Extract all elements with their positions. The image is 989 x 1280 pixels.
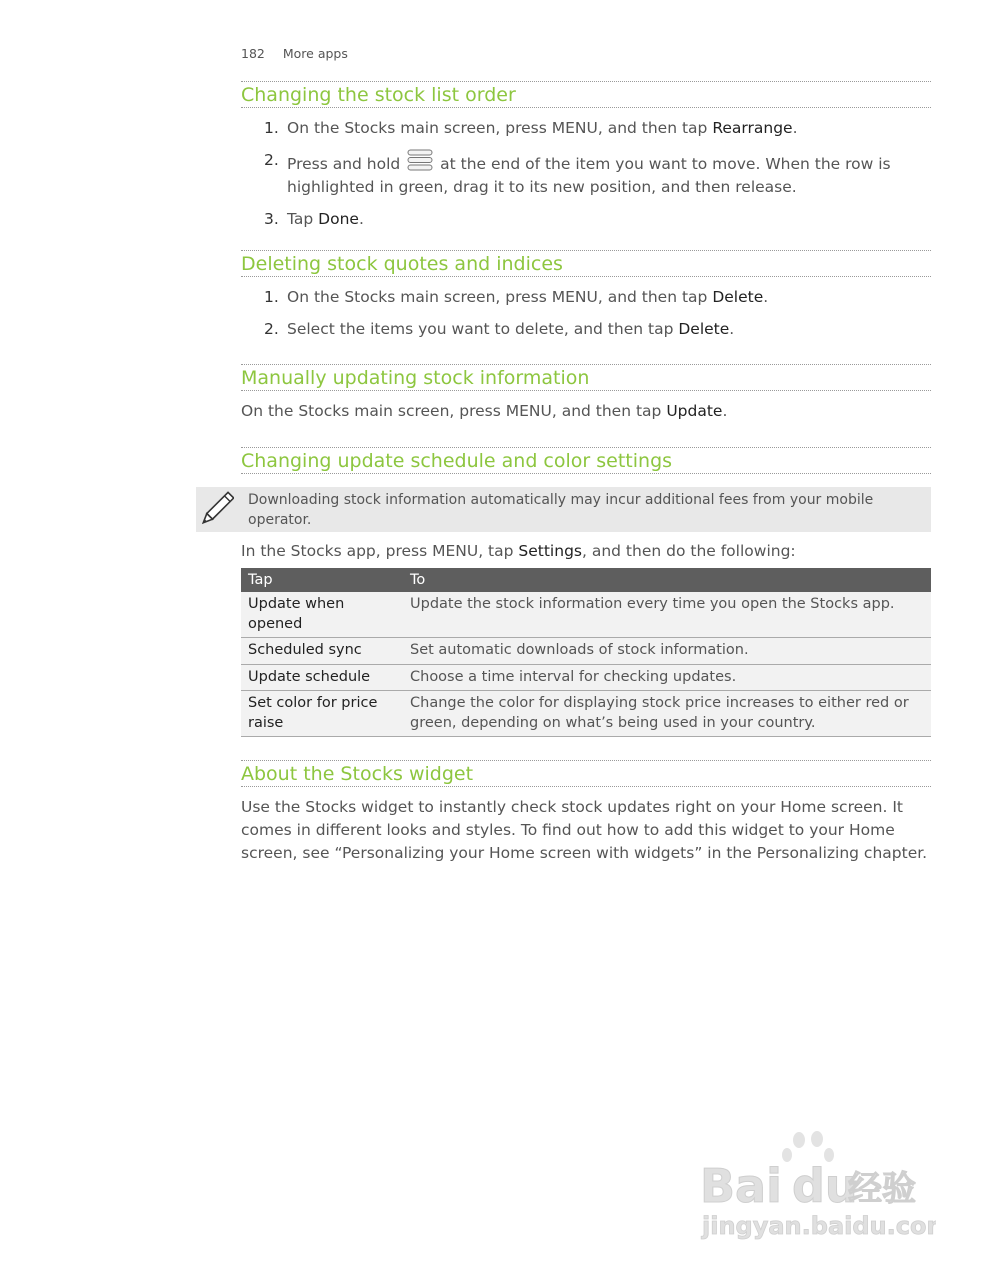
note-text: Downloading stock information automatically may incur additional fees from your mobile operator. [248,492,874,528]
step-keyword: Rearrange [712,119,793,137]
table-row [241,664,931,691]
setting-name: Update when opened [241,592,403,638]
step-item [241,208,931,231]
step-text: Select the items you want to delete, and then tap [287,320,679,338]
section-title: Changing update schedule and color settings [241,447,931,474]
step-number: 1. [264,288,279,306]
page-header [241,46,348,61]
pencil-icon [198,491,234,529]
step-text-end: . [358,210,364,228]
step-item [241,318,931,341]
section-update [241,364,931,423]
page-number: 182 [241,46,265,61]
section-title: Deleting stock quotes and indices [241,250,931,277]
svg-text:经验: 经验 [848,1169,916,1209]
setting-name: Set color for price raise [241,691,403,737]
table-row [241,691,931,737]
steps-list [241,117,931,231]
step-keyword: Done [318,210,359,228]
section-paragraph: Use the Stocks widget to instantly check stock updates right on your Home screen. It comes in different looks and styles. To find out how to add this widget to your Home screen, see “Personalizing your Home screen with widgets” in the Personalizing chapter. [241,798,928,862]
svg-text:du: du [792,1159,858,1213]
settings-intro [241,540,931,563]
paragraph-text: On the Stocks main screen, press MENU, and then tap [241,402,667,420]
table-header-row [241,568,931,592]
step-text-end: . [729,320,735,338]
step-item [241,286,931,309]
step-text-end: at the end of the item you want to move. When the row is highlighted in green, drag it to its new position, and then release. [287,155,891,196]
column-header-to: To [403,568,931,592]
step-text: On the Stocks main screen, press MENU, and then tap [287,288,713,306]
section-widget [241,760,931,865]
step-item [241,149,931,199]
step-item [241,117,931,140]
section-settings [241,447,931,474]
intro-keyword: Settings [518,542,582,560]
column-header-tap: Tap [241,568,403,592]
step-keyword: Delete [712,288,764,306]
setting-description: Set automatic downloads of stock information. [403,638,931,665]
step-number: 3. [264,210,279,228]
chapter-name: More apps [282,46,348,61]
step-text: On the Stocks main screen, press MENU, and then tap [287,119,713,137]
step-text: Press and hold [287,155,406,173]
step-keyword: Delete [678,320,730,338]
intro-text-end: , and then do the following: [581,542,796,560]
setting-name: Update schedule [241,664,403,691]
step-number: 2. [264,320,279,338]
section-paragraph [241,400,931,423]
intro-text: In the Stocks app, press MENU, tap [241,542,519,560]
table-row [241,592,931,638]
paragraph-keyword: Update [666,402,723,420]
drag-handle-icon [407,149,433,169]
svg-text:jingyan.baidu.com: jingyan.baidu.com [702,1212,936,1240]
steps-list [241,286,931,341]
table-row [241,638,931,665]
setting-name: Scheduled sync [241,638,403,665]
setting-description: Change the color for displaying stock price increases to either red or green, depending on what’s being used in your country. [403,691,931,737]
section-rearrange [241,81,931,231]
section-delete [241,250,931,341]
section-title: Changing the stock list order [241,81,931,108]
settings-table [241,568,931,737]
setting-description: Update the stock information every time you open the Stocks app. [403,592,931,638]
paragraph-text-end: . [722,402,728,420]
svg-text:Bai: Bai [700,1159,782,1213]
note-box [196,487,931,532]
step-number: 2. [264,151,279,169]
step-text-end: . [792,119,798,137]
baidu-watermark-logo [696,1130,936,1245]
section-title: About the Stocks widget [241,760,931,787]
step-text-end: . [763,288,769,306]
step-number: 1. [264,119,279,137]
setting-description: Choose a time interval for checking updates. [403,664,931,691]
section-title: Manually updating stock information [241,364,931,391]
step-text: Tap [287,210,319,228]
